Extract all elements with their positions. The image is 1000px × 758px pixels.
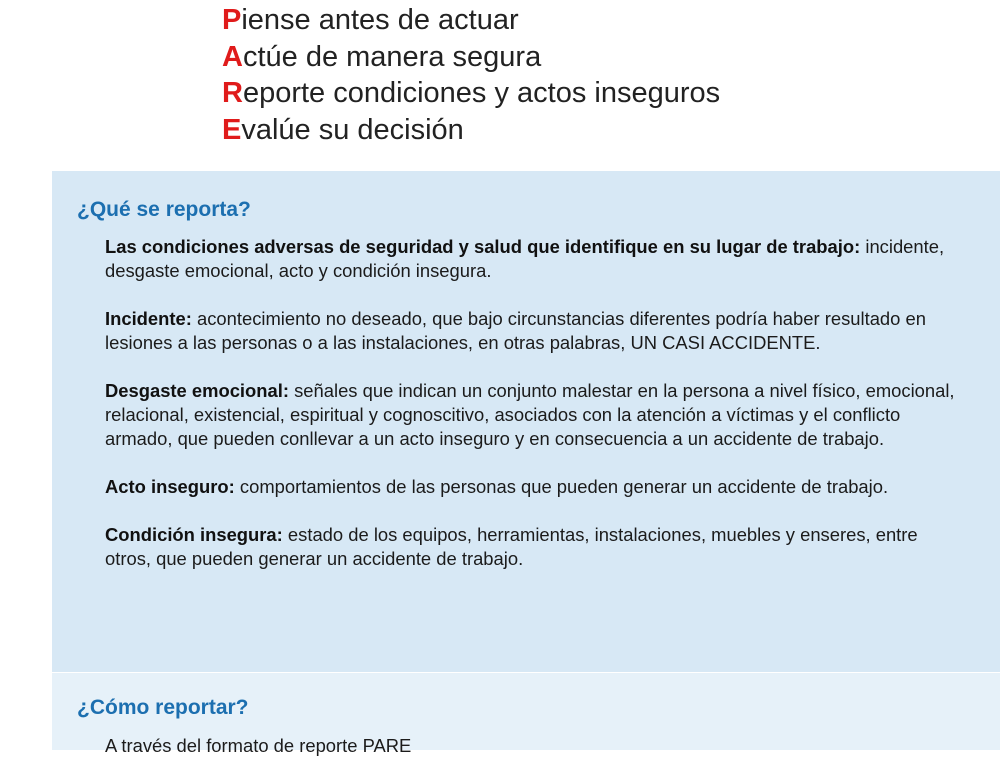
definition-emotional-strain	[105, 379, 965, 451]
pare-letter: E	[222, 113, 242, 146]
pare-letter: A	[222, 40, 243, 73]
how-to-report-heading: ¿Cómo reportar?	[77, 696, 249, 719]
what-to-report-heading: ¿Qué se reporta?	[77, 198, 251, 221]
pare-acronym-list	[222, 2, 720, 148]
pare-line-e	[222, 112, 720, 149]
definition-term: Acto inseguro:	[105, 476, 235, 497]
definition-text: incidente, desgaste emocional, acto y condición insegura.	[105, 236, 945, 281]
what-to-report-panel	[52, 171, 1000, 672]
definition-text: comportamientos de las personas que pueden generar un accidente de trabajo.	[239, 476, 889, 497]
pare-line-text: eporte condiciones y actos inseguros	[242, 77, 721, 109]
definition-text: acontecimiento no deseado, que bajo circunstancias diferentes podría haber resultado en lesiones a las personas o a las instalaciones, en otras palabras, UN CASI ACCIDENTE.	[105, 308, 926, 353]
definition-term: Incidente:	[105, 308, 192, 329]
how-to-report-text: A través del formato de reporte PARE	[105, 735, 412, 756]
pare-line-p	[222, 2, 720, 39]
definition-incident	[105, 307, 965, 355]
definition-adverse-conditions	[105, 235, 965, 283]
pare-line-text: valúe su decisión	[241, 113, 464, 146]
definition-unsafe-condition	[105, 523, 965, 571]
pare-letter: R	[222, 77, 243, 109]
definition-term: Las condiciones adversas de seguridad y salud que identifique en su lugar de trabajo:	[105, 236, 861, 257]
how-to-report-panel	[52, 673, 1000, 756]
pare-letter: P	[222, 4, 242, 36]
pare-line-text: ctúe de manera segura	[242, 40, 542, 73]
pare-line-r	[222, 75, 720, 112]
pare-line-a	[222, 39, 720, 76]
pare-line-text: iense antes de actuar	[241, 4, 519, 36]
definition-unsafe-act	[105, 475, 965, 499]
definition-text: estado de los equipos, herramientas, instalaciones, muebles y enseres, entre otros, que pueden generar un accidente de trabajo.	[105, 524, 918, 569]
definition-term: Condición insegura:	[105, 524, 283, 545]
definition-text: señales que indican un conjunto malestar en la persona a nivel físico, emocional, relacional, existencial, espiritual y cognoscitivo, asociados con la atención a víctimas y el conflicto armado, que pueden conllevar a un acto inseguro y en consecuencia a un accidente de trabajo.	[105, 380, 955, 449]
definition-term: Desgaste emocional:	[105, 380, 289, 401]
definitions-list	[105, 235, 965, 595]
